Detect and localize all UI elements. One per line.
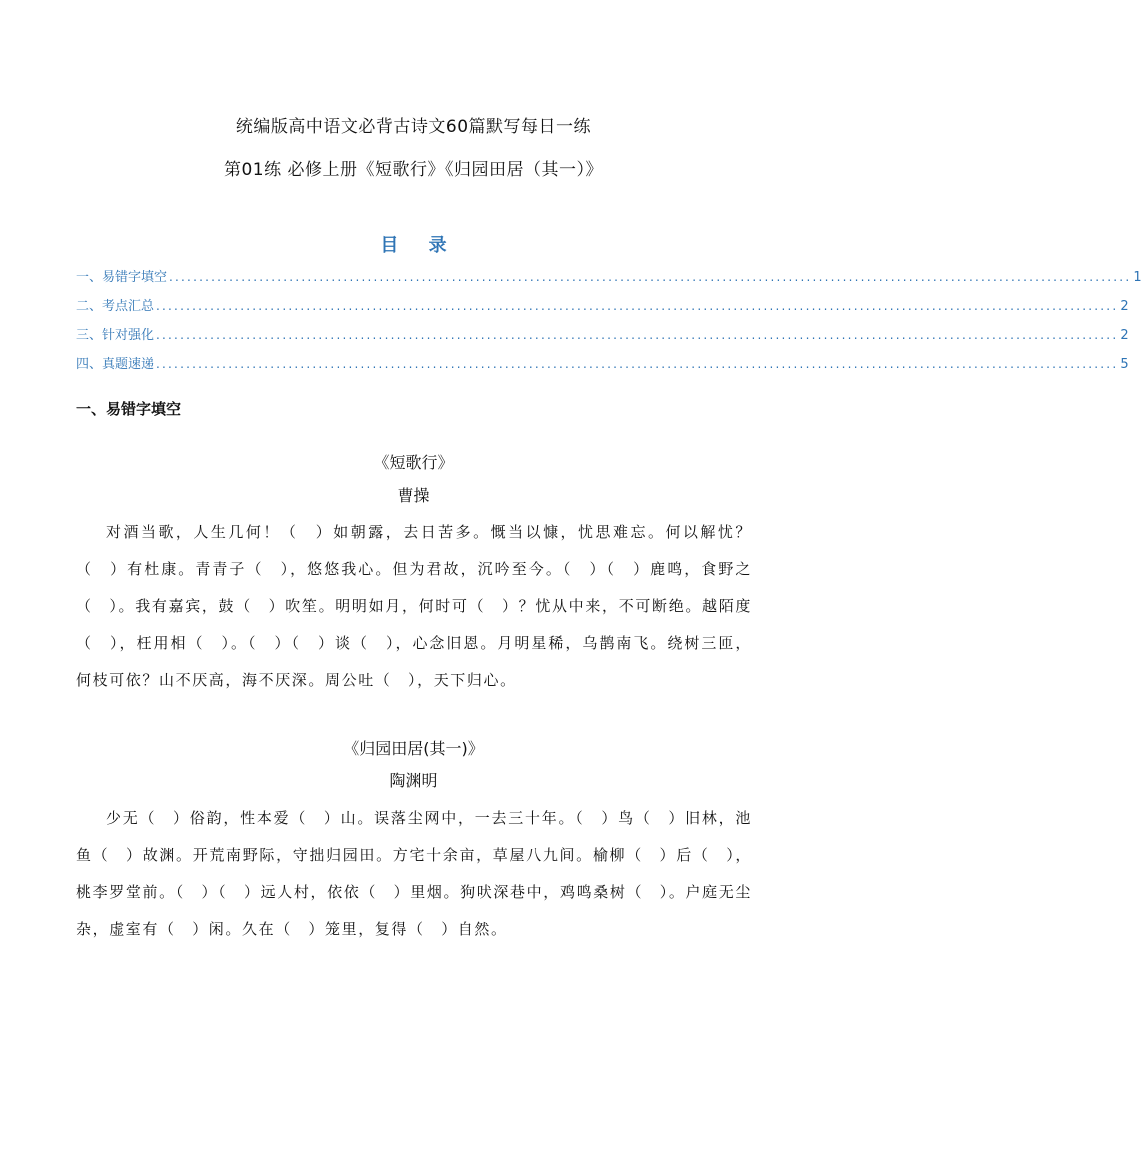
- toc-item-page: 1: [1133, 270, 1142, 285]
- poem-author: 陶渊明: [389, 771, 438, 790]
- toc-item-page: 2: [1120, 328, 1129, 343]
- poem-title: 《归园田居(其一)》: [343, 739, 484, 758]
- toc-item-label: 三、针对强化: [76, 328, 155, 343]
- toc-leader-dots: ................................................................................................................................................................: [156, 299, 1119, 313]
- poem-body-text: 对酒当歌，人生几何！（ ）如朝露，去日苦多。慨当以慷，忧思难忘。何以解忧？（ ）有杜康。青青子（ ），悠悠我心。但为君故，沉吟至今。（ ）（ ）鹿鸣，食野之（ ）。我有嘉宾，鼓（ ）吹笙。明明如月，何时可（ ）？忧从中来，不可断绝。越陌度（ ），枉用相（ ）。（ ）（ ）谈（ ），心念旧恩。月明星稀，乌鹊南飞。绕树三匝，何枝可依？山不厌高，海不厌深。周公吐（ ），天下归心。: [76, 523, 752, 689]
- poem-body-text: 少无（ ）俗韵，性本爱（ ）山。误落尘网中，一去三十年。（ ）鸟（ ）旧林，池鱼（ ）故渊。开荒南野际，守拙归园田。方宅十余亩，草屋八九间。榆柳（ ）后（ ），桃李罗堂前。（ ）（ ）远人村，依依（ ）里烟。狗吠深巷中，鸡鸣桑树（ ）。户庭无尘杂，虚室有（ ）闲。久在（ ）笼里，复得（ ）自然。: [76, 809, 752, 938]
- toc-item[interactable]: [76, 353, 1129, 382]
- toc-leader-dots: ................................................................................................................................................................: [156, 357, 1119, 371]
- toc-item[interactable]: [76, 324, 1129, 353]
- toc-leader-dots: ................................................................................................................................................................: [156, 328, 1119, 342]
- poem-title: 《短歌行》: [373, 453, 454, 472]
- toc-item-page: 2: [1120, 299, 1129, 314]
- document-subtitle: 第01练 必修上册《短歌行》《归园田居（其一）》: [223, 160, 604, 180]
- toc-item-label: 四、真题速递: [76, 357, 155, 372]
- table-of-contents: [76, 266, 1142, 382]
- toc-item-label: 二、考点汇总: [76, 299, 155, 314]
- toc-heading: 目 录: [380, 235, 459, 256]
- toc-item-label: 一、易错字填空: [76, 270, 168, 285]
- section-heading: 一、易错字填空: [76, 400, 182, 418]
- toc-item[interactable]: [76, 295, 1129, 324]
- poem-author: 曹操: [397, 486, 430, 505]
- toc-item[interactable]: [76, 266, 1142, 295]
- toc-item-page: 5: [1120, 357, 1129, 372]
- document-title: 统编版高中语文必背古诗文60篇默写每日一练: [235, 117, 592, 137]
- toc-leader-dots: ................................................................................................................................................................: [169, 270, 1132, 284]
